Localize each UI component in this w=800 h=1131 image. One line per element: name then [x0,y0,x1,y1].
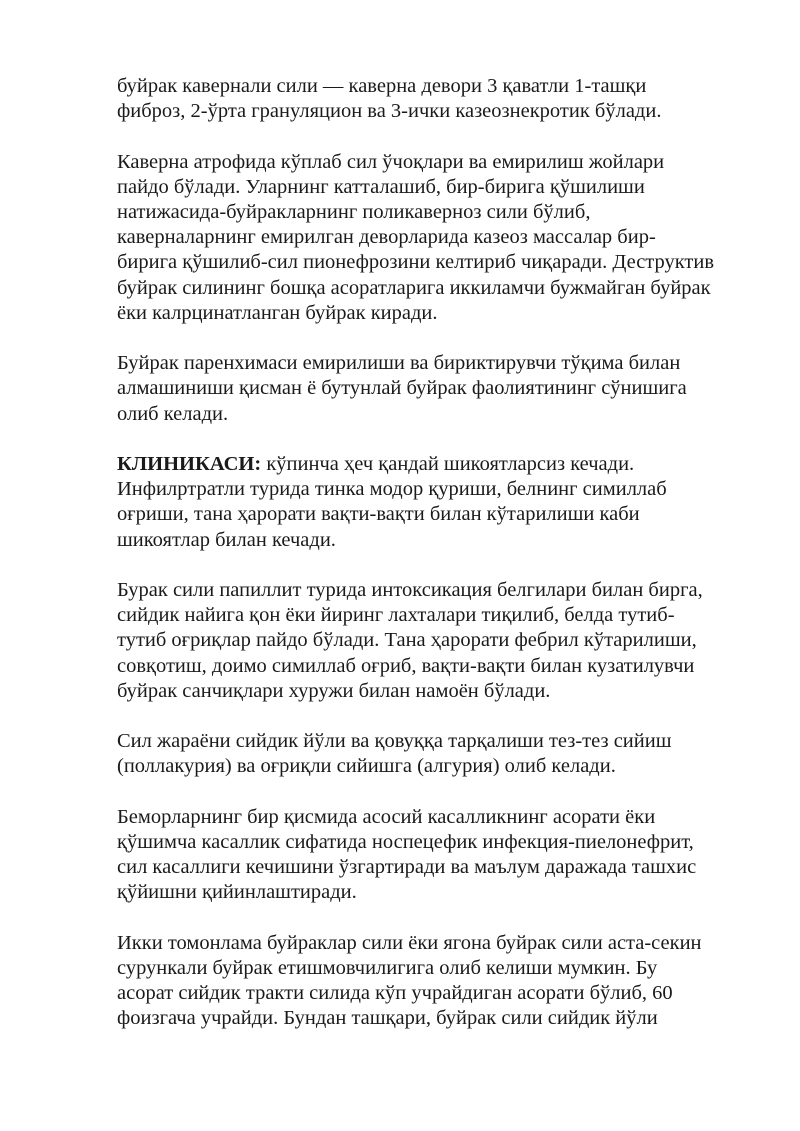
paragraph-3 [117,351,767,427]
text-line: фиброз, 2-ўрта грануляцион ва 3-ички казеознекротик бўлади. [117,100,662,123]
text-line: буйрак санчиқлари хуружи билан намоён бўлади. [117,679,551,702]
text-line: қўйишни қийинлаштиради. [117,881,357,904]
text-line: каверналарнинг емирилган деворларида казеоз массалар бир- [117,226,656,249]
text-line: ёки калрцинатланган буйрак киради. [117,301,438,324]
paragraph-clinic [117,452,767,553]
text-line: Беморларнинг бир қисмида асосий касалликнинг асорати ёки [117,805,656,828]
paragraph-2 [117,150,767,326]
text-line: Сил жараёни сийдик йўли ва қовуққа тарқалиши тез-тез сийиш [117,730,672,753]
text-line: қўшимча касаллик сифатида носпецефик инфекция-пиелонефрит, [117,831,694,853]
text-line: буйрак силининг бошқа асоратларига иккиламчи бужмайган буйрак [117,276,711,299]
text-line: сийдик найига қон ёки йиринг лахталари тиқилиб, белда тутиб- [117,604,675,627]
text-line: тутиб оғриқлар пайдо бўлади. Тана ҳарорати фебрил кўтарилиши, [117,629,697,652]
paragraph-6 [117,729,767,779]
text-line [117,452,767,477]
text-line: алмашиниши қисман ё бутунлай буйрак фаолиятининг сўнишига [117,377,687,400]
text-line: сурункали буйрак етишмовчилигига олиб келиши мумкин. Бу [117,957,658,979]
text-line: Икки томонлама буйраклар сили ёки ягона буйрак сили аста-секин [117,931,702,954]
text-line: шикоятлар билан кечади. [117,528,336,551]
text-line: оғриши, тана ҳарорати вақти-вақти билан кўтарилиши каби [117,503,640,526]
section-heading: КЛИНИКАСИ: [117,453,262,475]
text-line: пайдо бўлади. Уларнинг катталашиб, бир-бирига қўшилиши [117,175,645,198]
paragraph-7 [117,805,767,906]
text-line: олиб келади. [117,402,229,425]
text-line: Буйрак паренхимаси емирилиши ва бириктирувчи тўқима билан [117,352,681,375]
text-line: совқотиш, доимо симиллаб оғриб, вақти-вақти билан кузатилувчи [117,654,695,677]
text-line: натижасида-буйракларнинг поликаверноз сили бўлиб, [117,201,591,223]
paragraph-5 [117,578,767,704]
heading-continuation: кўпинча ҳеч қандай шикоятларсиз кечади. [261,453,635,475]
text-line: (поллакурия) ва оғриқли сийишга (алгурия) олиб келади. [117,755,616,778]
paragraph-1 [117,74,767,124]
text-line: Бурак сили папиллит турида интоксикация белгилари билан бирга, [117,579,703,601]
text-line: Инфилртратли турида тинка модор қуриши, белнинг симиллаб [117,478,667,501]
text-line: Каверна атрофида кўплаб сил ўчоқлари ва емирилиш жойлари [117,150,665,173]
paragraph-8 [117,931,767,1032]
text-line: бирига қўшилиб-сил пионефрозини келтириб чиқаради. Деструктив [117,251,715,274]
text-line: сил касаллиги кечишини ўзгартиради ва маълум даражада ташхис [117,856,697,879]
text-line: фоизгача учрайди. Бундан ташқари, буйрак сили сийдик йўли [117,1007,658,1030]
text-line: буйрак кавернали сили — каверна девори 3 қаватли 1-ташқи [117,75,647,97]
text-line: асорат сийдик тракти силида кўп учрайдиган асорати бўлиб, 60 [117,982,673,1005]
document-page [117,74,767,1057]
